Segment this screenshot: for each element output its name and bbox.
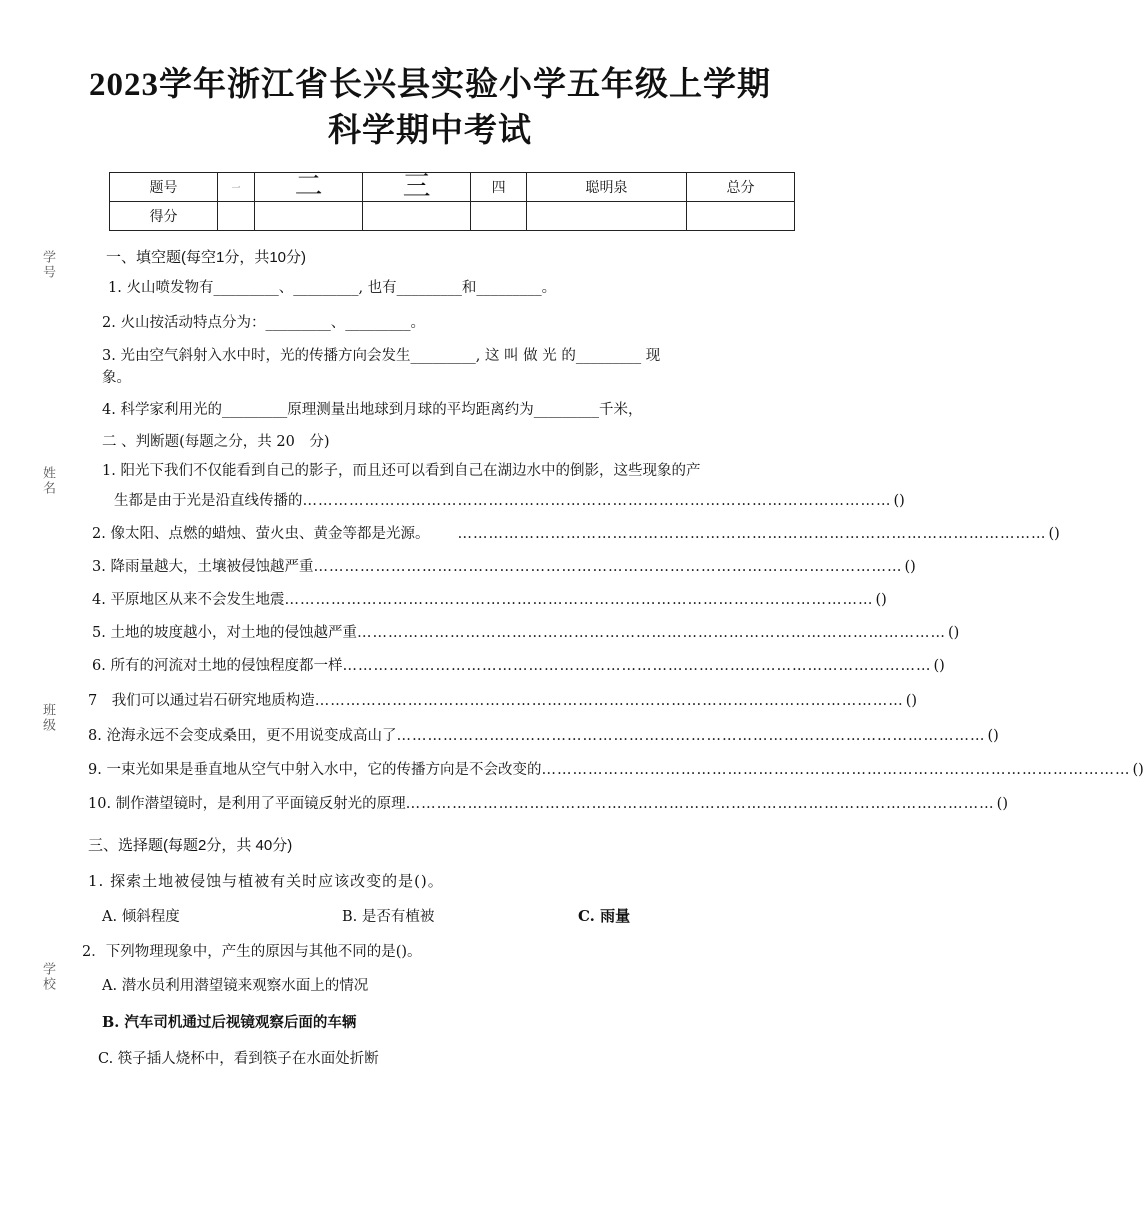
answer-paren-6[interactable]: () — [933, 658, 945, 674]
choice-question-2-option-a[interactable]: A. 潜水员利用潜望镜来观察水面上的情况 — [102, 978, 369, 994]
score-cell-section3: 三 — [363, 173, 471, 202]
score-cell-section4: 四 — [471, 173, 527, 202]
score-cell-total: 总分 — [687, 173, 795, 202]
judge-question-3-text: 3. 降雨量越大，土壤被侵蚀越严重 — [92, 559, 314, 575]
answer-paren-4[interactable]: () — [875, 592, 887, 608]
judge-question-5 — [92, 621, 960, 642]
side-label-student-id: 学号 — [40, 250, 55, 280]
answer-paren-9[interactable]: () — [1132, 762, 1144, 778]
judge-question-8-text: 8. 沧海永远不会变成桑田，更不用说变成高山了 — [88, 728, 397, 744]
score-input-3[interactable] — [363, 202, 471, 231]
dot-leader: …………………………………………………………………………………………………… — [284, 592, 874, 608]
choice-question-1-option-a[interactable]: A. 倾斜程度 — [102, 909, 180, 925]
judge-question-3 — [92, 555, 916, 576]
section2-heading: 二 、判断题(每题之分，共 20 分) — [102, 434, 330, 450]
fill-question-1: 1. 火山喷发物有_________、_________, 也有_________和_________。 — [108, 280, 557, 296]
judge-question-4 — [92, 588, 887, 609]
judge-question-6-text: 6. 所有的河流对土地的侵蚀程度都一样 — [92, 658, 343, 674]
choice-question-1-stem: 1. 探索土地被侵蚀与植被有关时应该改变的是()。 — [88, 872, 444, 890]
score-cell-label: 题号 — [110, 173, 218, 202]
answer-paren-8[interactable]: () — [987, 728, 999, 744]
fill-question-2: 2. 火山按活动特点分为：_________、_________。 — [102, 315, 425, 331]
score-cell-bonus: 聪明泉 — [526, 173, 686, 202]
judge-question-8 — [88, 724, 999, 745]
answer-paren-2[interactable]: () — [1048, 526, 1060, 542]
answer-paren-7[interactable]: () — [905, 693, 918, 709]
judge-question-2 — [92, 522, 1060, 543]
judge-question-6 — [92, 654, 945, 675]
choice-question-1-option-c[interactable]: C. 雨量 — [578, 907, 631, 925]
dot-leader: …………………………………………………………………………………………………… — [302, 493, 892, 509]
score-cell-section1: 一 — [217, 173, 254, 202]
dot-leader: …………………………………………………………………………………………………… — [457, 526, 1047, 542]
answer-paren-5[interactable]: () — [947, 625, 960, 641]
score-input-1[interactable] — [217, 202, 254, 231]
section1-heading: 一、填空题(每空1分，共10分) — [106, 249, 307, 266]
side-label-class: 班级 — [40, 703, 55, 733]
judge-question-1-text: 生都是由于光是沿直线传播的 — [114, 493, 303, 509]
score-input-4[interactable] — [471, 202, 527, 231]
answer-paren-10[interactable]: () — [996, 796, 1008, 812]
exam-title-line2: 科学期中考试 — [328, 113, 532, 149]
score-input-total[interactable] — [687, 202, 795, 231]
fill-question-3-cont: 象。 — [102, 370, 131, 386]
judge-question-2-text: 2. 像太阳、点燃的蜡烛、萤火虫、黄金等都是光源。 — [92, 526, 430, 542]
exam-title-line1: 2023学年浙江省长兴县实验小学五年级上学期 — [89, 67, 771, 103]
dot-leader: …………………………………………………………………………………………………… — [541, 762, 1131, 778]
judge-question-5-text: 5. 土地的坡度越小，对土地的侵蚀越严重 — [92, 625, 357, 641]
dot-leader: …………………………………………………………………………………………………… — [405, 796, 995, 812]
judge-question-10 — [88, 792, 1008, 813]
choice-question-2-option-b[interactable]: B. 汽车司机通过后视镜观察后面的车辆 — [102, 1014, 357, 1031]
fill-question-4: 4. 科学家利用光的_________原理测量出地球到月球的平均距离约为_________千米， — [102, 402, 643, 418]
score-input-bonus[interactable] — [526, 202, 686, 231]
judge-question-10-text: 10. 制作潜望镜时，是利用了平面镜反射光的原理 — [88, 796, 406, 812]
judge-question-4-text: 4. 平原地区从来不会发生地震 — [92, 592, 285, 608]
section3-heading: 三、选择题(每题2分，共 40分) — [88, 837, 293, 854]
dot-leader: …………………………………………………………………………………………………… — [356, 625, 946, 641]
judge-question-1 — [114, 489, 905, 510]
judge-question-9 — [88, 758, 1144, 779]
fill-question-3: 3. 光由空气斜射入水中时，光的传播方向会发生_________, 这 叫 做 光 的_________ 现 — [102, 348, 661, 364]
dot-leader: …………………………………………………………………………………………………… — [342, 658, 932, 674]
choice-question-2-stem: 2．下列物理现象中，产生的原因与其他不同的是()。 — [82, 944, 422, 960]
dot-leader: …………………………………………………………………………………………………… — [396, 728, 986, 744]
score-table-score-row — [110, 202, 795, 231]
score-cell-section2: 二 — [255, 173, 363, 202]
choice-question-2-option-c[interactable]: C. 筷子插人烧杯中，看到筷子在水面处折断 — [98, 1051, 379, 1067]
score-table-header-row — [110, 173, 795, 202]
side-label-school: 学校 — [40, 962, 55, 992]
score-row-label: 得分 — [110, 202, 218, 231]
answer-paren-3[interactable]: () — [904, 559, 916, 575]
judge-question-7-text: 7 我们可以通过岩石研究地质构造 — [88, 693, 315, 709]
side-label-name: 姓名 — [40, 466, 55, 496]
dot-leader: …………………………………………………………………………………………………… — [313, 559, 903, 575]
score-input-2[interactable] — [255, 202, 363, 231]
dot-leader: …………………………………………………………………………………………………… — [314, 693, 904, 709]
answer-paren-1[interactable]: () — [893, 493, 905, 509]
judge-question-7 — [88, 689, 918, 710]
score-table — [109, 172, 795, 231]
judge-question-9-text: 9. 一束光如果是垂直地从空气中射入水中，它的传播方向是不会改变的 — [88, 762, 542, 778]
choice-question-1-option-b[interactable]: B. 是否有植被 — [342, 909, 435, 925]
judge-question-1-line1: 1. 阳光下我们不仅能看到自己的影子，而且还可以看到自己在湖边水中的倒影，这些现象的产 — [102, 463, 701, 479]
